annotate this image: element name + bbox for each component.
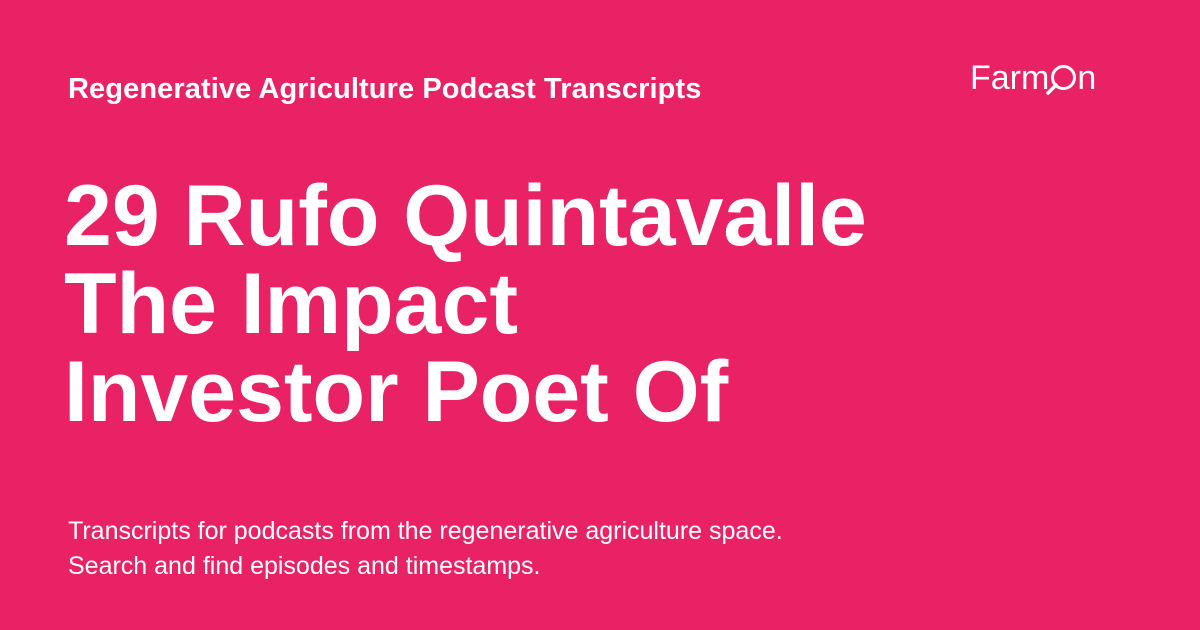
title-line: 29 Rufo Quintavalle xyxy=(64,168,867,264)
description-line: Search and find episodes and timestamps. xyxy=(68,552,541,580)
logo-text-n: n xyxy=(1077,59,1097,97)
magnifier-handle-icon xyxy=(1046,83,1058,95)
series-title: Regenerative Agriculture Podcast Transcripts xyxy=(68,73,702,105)
logo-text-farm: Farm xyxy=(970,59,1050,97)
title-line: Investor Poet Of xyxy=(64,344,729,440)
description-line: Transcripts for podcasts from the regenerative agriculture space. xyxy=(68,517,783,545)
farmon-logo[interactable] xyxy=(970,56,1096,100)
episode-title xyxy=(64,168,944,440)
logo-magnifier-icon xyxy=(1051,65,1076,90)
description xyxy=(68,514,783,584)
title-line: The Impact xyxy=(64,256,518,352)
